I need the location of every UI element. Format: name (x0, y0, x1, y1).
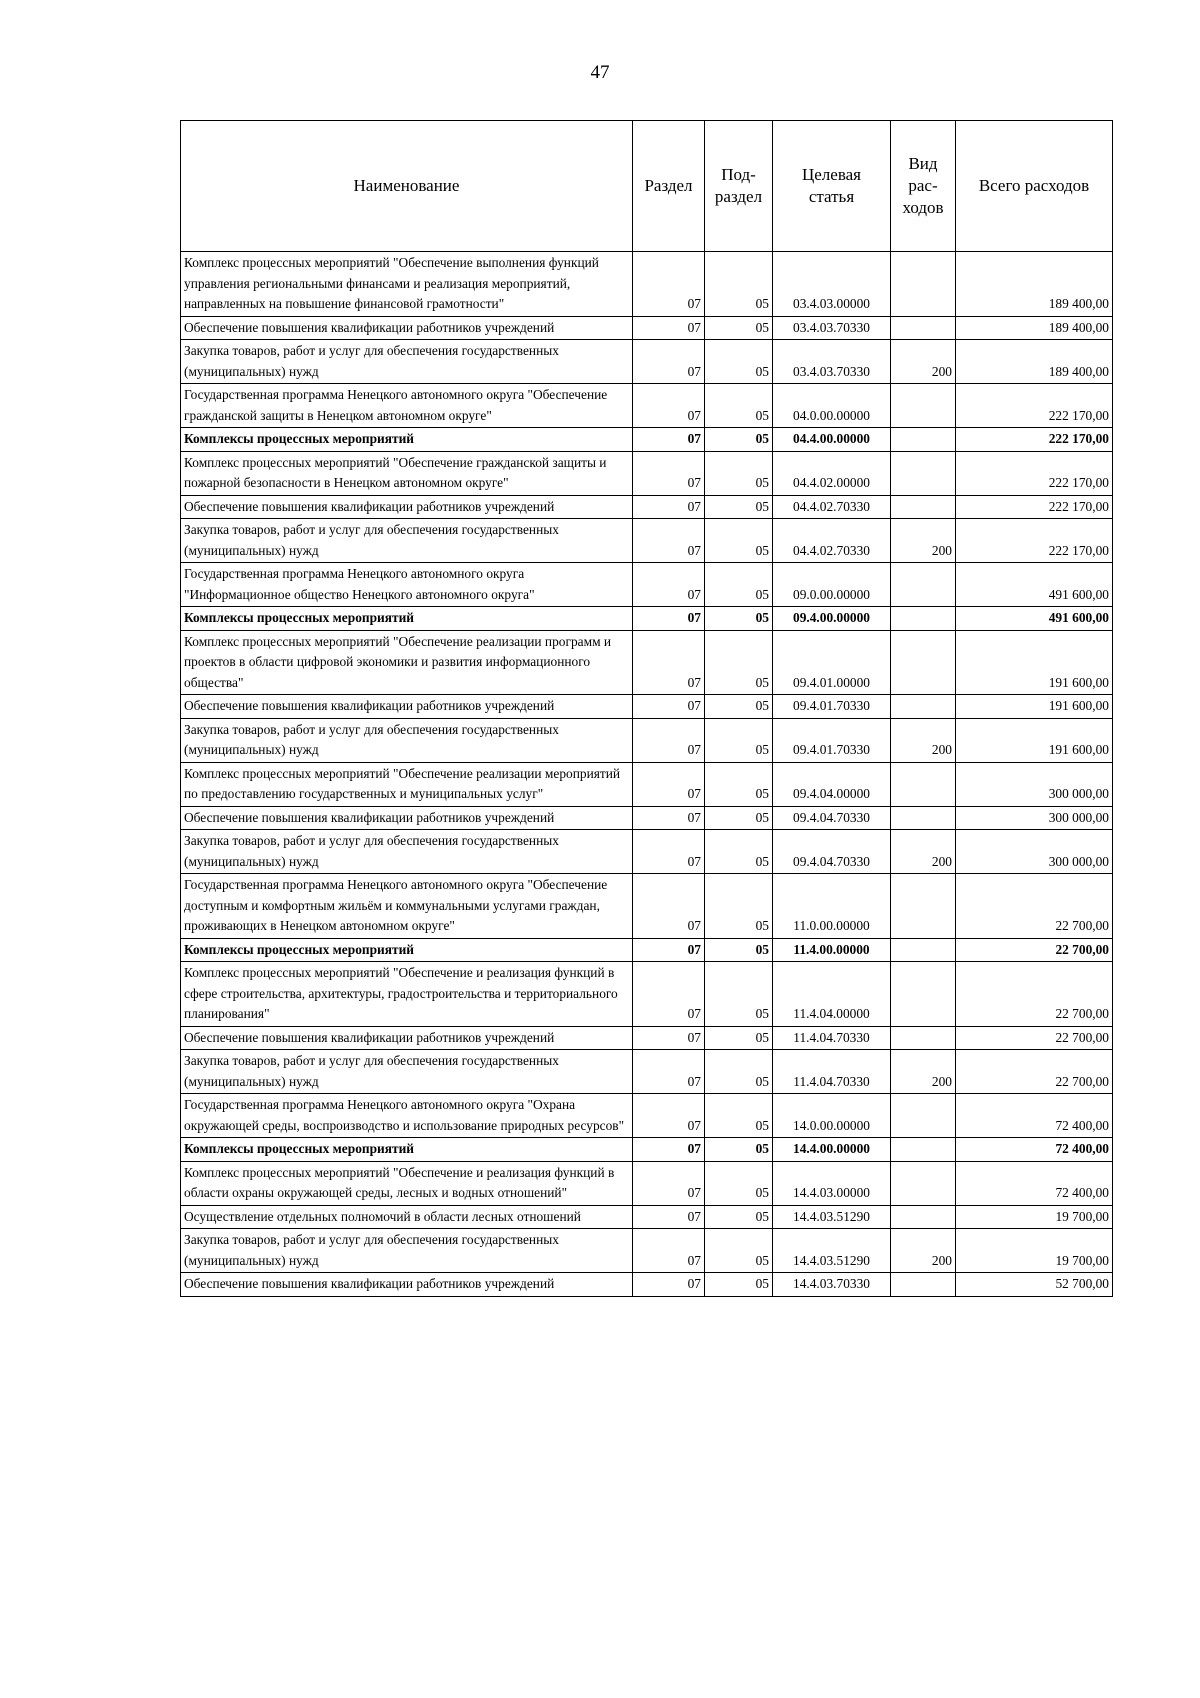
cell-name: Государственная программа Ненецкого автономного округа "Информационное общество Ненецкого автономного округа" (181, 563, 633, 607)
table-row (181, 563, 1113, 607)
cell-target: 04.4.00.00000 (773, 428, 891, 452)
cell-kind (891, 1161, 956, 1205)
table-row (181, 1050, 1113, 1094)
column-header-subsection: Под- раздел (705, 121, 773, 252)
cell-subsection: 05 (705, 340, 773, 384)
cell-section: 07 (633, 1161, 705, 1205)
cell-name: Обеспечение повышения квалификации работников учреждений (181, 806, 633, 830)
cell-target: 09.0.00.00000 (773, 563, 891, 607)
table-row (181, 384, 1113, 428)
cell-name: Обеспечение повышения квалификации работников учреждений (181, 695, 633, 719)
cell-name: Закупка товаров, работ и услуг для обеспечения государственных (муниципальных) нужд (181, 340, 633, 384)
cell-subsection: 05 (705, 607, 773, 631)
cell-section: 07 (633, 1229, 705, 1273)
table-row (181, 316, 1113, 340)
cell-section: 07 (633, 428, 705, 452)
cell-total: 300 000,00 (956, 830, 1113, 874)
table-row (181, 1138, 1113, 1162)
cell-section: 07 (633, 384, 705, 428)
cell-total: 22 700,00 (956, 1026, 1113, 1050)
table-row (181, 695, 1113, 719)
cell-target: 09.4.00.00000 (773, 607, 891, 631)
cell-kind (891, 563, 956, 607)
cell-total: 19 700,00 (956, 1229, 1113, 1273)
cell-section: 07 (633, 1050, 705, 1094)
cell-total: 72 400,00 (956, 1161, 1113, 1205)
cell-target: 14.4.03.70330 (773, 1273, 891, 1297)
cell-target: 11.0.00.00000 (773, 874, 891, 939)
cell-target: 04.4.02.70330 (773, 519, 891, 563)
cell-subsection: 05 (705, 316, 773, 340)
cell-section: 07 (633, 830, 705, 874)
cell-subsection: 05 (705, 830, 773, 874)
cell-kind (891, 1026, 956, 1050)
cell-kind (891, 384, 956, 428)
cell-section: 07 (633, 938, 705, 962)
cell-total: 491 600,00 (956, 563, 1113, 607)
cell-total: 72 400,00 (956, 1138, 1113, 1162)
cell-total: 222 170,00 (956, 428, 1113, 452)
cell-total: 222 170,00 (956, 384, 1113, 428)
table-row (181, 1273, 1113, 1297)
cell-section: 07 (633, 563, 705, 607)
cell-kind (891, 630, 956, 695)
cell-name: Государственная программа Ненецкого автономного округа "Обеспечение гражданской защиты в Ненецком автономном округе" (181, 384, 633, 428)
cell-subsection: 05 (705, 1229, 773, 1273)
table-row (181, 938, 1113, 962)
cell-kind (891, 806, 956, 830)
table-row (181, 252, 1113, 317)
cell-section: 07 (633, 630, 705, 695)
cell-section: 07 (633, 874, 705, 939)
cell-target: 09.4.01.70330 (773, 695, 891, 719)
cell-section: 07 (633, 1026, 705, 1050)
cell-total: 222 170,00 (956, 519, 1113, 563)
table-row (181, 874, 1113, 939)
cell-kind: 200 (891, 718, 956, 762)
column-header-total: Всего расходов (956, 121, 1113, 252)
cell-total: 22 700,00 (956, 874, 1113, 939)
cell-target: 09.4.01.00000 (773, 630, 891, 695)
cell-name: Комплексы процессных мероприятий (181, 428, 633, 452)
cell-subsection: 05 (705, 1026, 773, 1050)
cell-target: 03.4.03.70330 (773, 316, 891, 340)
budget-table (180, 120, 1113, 1297)
cell-section: 07 (633, 806, 705, 830)
cell-kind (891, 695, 956, 719)
cell-kind: 200 (891, 519, 956, 563)
table-row (181, 428, 1113, 452)
cell-kind (891, 762, 956, 806)
cell-target: 14.4.03.51290 (773, 1229, 891, 1273)
cell-target: 14.4.03.00000 (773, 1161, 891, 1205)
cell-total: 22 700,00 (956, 1050, 1113, 1094)
cell-name: Обеспечение повышения квалификации работников учреждений (181, 1273, 633, 1297)
cell-total: 22 700,00 (956, 938, 1113, 962)
cell-subsection: 05 (705, 519, 773, 563)
cell-subsection: 05 (705, 962, 773, 1027)
cell-subsection: 05 (705, 718, 773, 762)
cell-subsection: 05 (705, 451, 773, 495)
cell-section: 07 (633, 607, 705, 631)
cell-target: 04.0.00.00000 (773, 384, 891, 428)
cell-subsection: 05 (705, 1161, 773, 1205)
cell-section: 07 (633, 519, 705, 563)
table-row (181, 607, 1113, 631)
column-header-kind: Вид рас- ходов (891, 121, 956, 252)
cell-subsection: 05 (705, 1050, 773, 1094)
cell-subsection: 05 (705, 1138, 773, 1162)
table-row (181, 519, 1113, 563)
cell-name: Комплексы процессных мероприятий (181, 607, 633, 631)
cell-kind: 200 (891, 1050, 956, 1094)
cell-target: 03.4.03.70330 (773, 340, 891, 384)
cell-name: Комплекс процессных мероприятий "Обеспечение гражданской защиты и пожарной безопасности в Ненецком автономном округе" (181, 451, 633, 495)
cell-kind (891, 607, 956, 631)
cell-subsection: 05 (705, 384, 773, 428)
cell-kind: 200 (891, 830, 956, 874)
cell-section: 07 (633, 252, 705, 317)
cell-name: Государственная программа Ненецкого автономного округа "Охрана окружающей среды, воспроизводство и использование природных ресурсов" (181, 1094, 633, 1138)
cell-total: 19 700,00 (956, 1205, 1113, 1229)
table-row (181, 451, 1113, 495)
cell-section: 07 (633, 1138, 705, 1162)
cell-name: Обеспечение повышения квалификации работников учреждений (181, 316, 633, 340)
cell-total: 191 600,00 (956, 695, 1113, 719)
cell-subsection: 05 (705, 695, 773, 719)
cell-subsection: 05 (705, 1205, 773, 1229)
cell-subsection: 05 (705, 806, 773, 830)
cell-target: 11.4.04.70330 (773, 1050, 891, 1094)
cell-kind (891, 1273, 956, 1297)
cell-name: Закупка товаров, работ и услуг для обеспечения государственных (муниципальных) нужд (181, 519, 633, 563)
cell-target: 09.4.01.70330 (773, 718, 891, 762)
table-row (181, 762, 1113, 806)
cell-section: 07 (633, 962, 705, 1027)
cell-total: 189 400,00 (956, 252, 1113, 317)
table-header-row (181, 121, 1113, 252)
page-number: 47 (590, 62, 610, 83)
table-row (181, 718, 1113, 762)
cell-subsection: 05 (705, 1094, 773, 1138)
column-header-target: Целевая статья (773, 121, 891, 252)
cell-section: 07 (633, 451, 705, 495)
cell-target: 11.4.00.00000 (773, 938, 891, 962)
cell-subsection: 05 (705, 252, 773, 317)
cell-name: Обеспечение повышения квалификации работников учреждений (181, 495, 633, 519)
cell-section: 07 (633, 316, 705, 340)
cell-subsection: 05 (705, 874, 773, 939)
cell-name: Комплексы процессных мероприятий (181, 938, 633, 962)
cell-total: 300 000,00 (956, 806, 1113, 830)
cell-section: 07 (633, 495, 705, 519)
table-row (181, 340, 1113, 384)
cell-name: Закупка товаров, работ и услуг для обеспечения государственных (муниципальных) нужд (181, 1050, 633, 1094)
cell-name: Государственная программа Ненецкого автономного округа "Обеспечение доступным и комфортным жильём и коммунальными услугами граждан, проживающих в Ненецком автономном округе" (181, 874, 633, 939)
cell-total: 189 400,00 (956, 340, 1113, 384)
cell-total: 22 700,00 (956, 962, 1113, 1027)
cell-section: 07 (633, 1205, 705, 1229)
cell-total: 52 700,00 (956, 1273, 1113, 1297)
cell-section: 07 (633, 1273, 705, 1297)
cell-name: Комплекс процессных мероприятий "Обеспечение выполнения функций управления региональными финансами и реализация мероприятий, направленных на повышение финансовой грамотности" (181, 252, 633, 317)
cell-name: Комплекс процессных мероприятий "Обеспечение реализации мероприятий по предоставлению государственных и муниципальных услуг" (181, 762, 633, 806)
cell-kind (891, 451, 956, 495)
cell-section: 07 (633, 1094, 705, 1138)
column-header-section: Раздел (633, 121, 705, 252)
cell-total: 222 170,00 (956, 451, 1113, 495)
cell-section: 07 (633, 762, 705, 806)
cell-target: 04.4.02.00000 (773, 451, 891, 495)
cell-subsection: 05 (705, 428, 773, 452)
cell-total: 300 000,00 (956, 762, 1113, 806)
table-row (181, 1229, 1113, 1273)
cell-kind: 200 (891, 340, 956, 384)
cell-total: 191 600,00 (956, 630, 1113, 695)
cell-total: 222 170,00 (956, 495, 1113, 519)
cell-total: 72 400,00 (956, 1094, 1113, 1138)
table-row (181, 1205, 1113, 1229)
cell-target: 03.4.03.00000 (773, 252, 891, 317)
cell-section: 07 (633, 695, 705, 719)
cell-name: Комплекс процессных мероприятий "Обеспечение и реализация функций в сфере строительства, архитектуры, градостроительства и территориального планирования" (181, 962, 633, 1027)
cell-section: 07 (633, 718, 705, 762)
cell-subsection: 05 (705, 563, 773, 607)
cell-target: 11.4.04.00000 (773, 962, 891, 1027)
table-row (181, 495, 1113, 519)
cell-name: Комплексы процессных мероприятий (181, 1138, 633, 1162)
column-header-name: Наименование (181, 121, 633, 252)
cell-total: 189 400,00 (956, 316, 1113, 340)
cell-section: 07 (633, 340, 705, 384)
cell-kind (891, 428, 956, 452)
cell-name: Обеспечение повышения квалификации работников учреждений (181, 1026, 633, 1050)
cell-name: Комплекс процессных мероприятий "Обеспечение реализации программ и проектов в области цифровой экономики и развития информационного общества" (181, 630, 633, 695)
cell-subsection: 05 (705, 1273, 773, 1297)
table-row (181, 1161, 1113, 1205)
table-row (181, 1026, 1113, 1050)
cell-total: 491 600,00 (956, 607, 1113, 631)
cell-target: 11.4.04.70330 (773, 1026, 891, 1050)
cell-kind (891, 495, 956, 519)
cell-subsection: 05 (705, 495, 773, 519)
cell-target: 04.4.02.70330 (773, 495, 891, 519)
cell-subsection: 05 (705, 630, 773, 695)
cell-target: 14.0.00.00000 (773, 1094, 891, 1138)
cell-name: Осуществление отдельных полномочий в области лесных отношений (181, 1205, 633, 1229)
cell-name: Комплекс процессных мероприятий "Обеспечение и реализация функций в области охраны окружающей среды, лесных и водных отношений" (181, 1161, 633, 1205)
cell-name: Закупка товаров, работ и услуг для обеспечения государственных (муниципальных) нужд (181, 1229, 633, 1273)
table-row (181, 962, 1113, 1027)
cell-kind (891, 316, 956, 340)
cell-kind (891, 962, 956, 1027)
cell-kind (891, 1205, 956, 1229)
cell-target: 09.4.04.70330 (773, 830, 891, 874)
table-body (181, 252, 1113, 1297)
cell-subsection: 05 (705, 938, 773, 962)
cell-target: 09.4.04.70330 (773, 806, 891, 830)
table-row (181, 806, 1113, 830)
cell-target: 14.4.03.51290 (773, 1205, 891, 1229)
cell-kind (891, 938, 956, 962)
cell-target: 14.4.00.00000 (773, 1138, 891, 1162)
table-row (181, 630, 1113, 695)
cell-name: Закупка товаров, работ и услуг для обеспечения государственных (муниципальных) нужд (181, 718, 633, 762)
table-row (181, 1094, 1113, 1138)
cell-subsection: 05 (705, 762, 773, 806)
cell-total: 191 600,00 (956, 718, 1113, 762)
cell-kind (891, 252, 956, 317)
cell-kind (891, 1094, 956, 1138)
cell-name: Закупка товаров, работ и услуг для обеспечения государственных (муниципальных) нужд (181, 830, 633, 874)
cell-kind (891, 874, 956, 939)
cell-target: 09.4.04.00000 (773, 762, 891, 806)
cell-kind (891, 1138, 956, 1162)
cell-kind: 200 (891, 1229, 956, 1273)
table-row (181, 830, 1113, 874)
